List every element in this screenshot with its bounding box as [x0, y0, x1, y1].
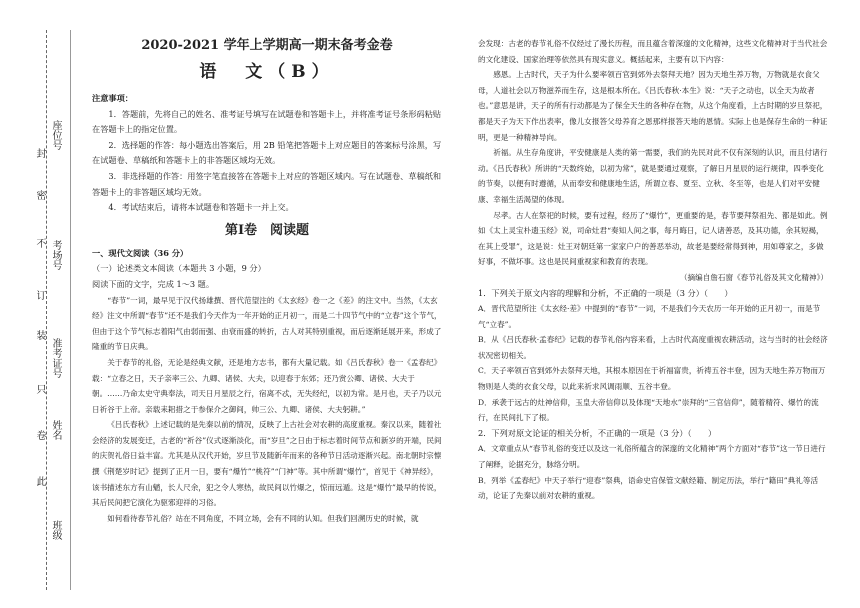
- zhi-char: 只: [34, 384, 45, 394]
- option: C．天子率领百官到郊外去祭拜天地，其根本原因在于祈福富贵，祈祷五谷丰登，因为天地生养万物而万物则是人类的衣食父母，以此来祈求风调雨顺、五谷丰登。: [478, 366, 826, 392]
- option: A．文章重点从“春节礼俗的变迁以及这一礼俗所蕴含的深邃的文化精神”两个方面对“春节”这一节日进行了阐释，论据充分，脉络分明。: [478, 444, 826, 470]
- ding-char: 订: [34, 290, 45, 300]
- margin-line: [70, 30, 71, 590]
- admit-number-label: 准考证号: [50, 338, 61, 378]
- right-column: [478, 36, 828, 504]
- ci-char: 此: [34, 476, 45, 486]
- juan-char: 卷: [34, 430, 45, 440]
- note-item: 2．选择题的作答：每小题选出答案后，用 2B 铅笔把答题卡上对应题目的答案标号涂黑，写在试题卷、草稿纸和答题卡上的非答题区域均无效。: [92, 139, 442, 166]
- bu-char: 不: [34, 238, 45, 248]
- subject-title: 语 文（B）: [199, 62, 335, 82]
- passage-paragraph: “春节”一词，最早见于汉代扬雄撰、晋代范望注的《太玄经》卷一之《差》的注文中。当然，《太玄经》注文中所谓“春节”还不是我们今天作为一年开始的正月初一，而是二十四节气中的“立春”这个节气，但由于这个节气标志着阳气由弱而强、由衰而盛的转折，古人对其特别重视，而后逐渐延展开来，形成了隆重的节日庆典。: [92, 295, 442, 352]
- option: A．晋代范望所注《太玄经·差》中提到的“春节”一词，不是我们今天农历一年开始的正月初一，而是节气“立春”。: [478, 304, 821, 329]
- passage-paragraph: 感恩。上古时代，天子为什么要率领百官到郊外去祭拜天地？因为天地生养万物，万物就是衣食父母，人道社会以万物滋养而生存，这是根本所在。《吕氏春秋·本生》说：“天子之动也，以全天为故者也。”意思是讲，天子的所有行动都是为了保全天生的各种存在物，从这个角度看，上古时期的岁旦祭祀，都是天子为天下作出表率，像儿女报答父母养育之恩那样报答天地的恩情。实际上也是保存生命的一种证明，更是一种精神导向。: [478, 70, 828, 142]
- seal-char: 封: [34, 148, 45, 158]
- subpart-heading: （一）论述类文本阅读（本题共 3 小题，9 分）: [92, 263, 266, 274]
- note-item: 4．考试结束后，请将本试题卷和答题卡一并上交。: [108, 202, 294, 213]
- option: B．列举《孟春纪》中天子举行“迎春”祭典，语命史官保管文献经籍、制定历法，举行“籍田”典礼等活动，论证了先秦以前对农耕的重视。: [478, 475, 819, 501]
- passage-paragraph: 尽孝。古人在祭祀的时候，要有过程，经历了“爆竹”，更重要的是，春节要拜祭祖先、都是如此。例如《太上灵宝朴遗玉经》说，司命灶君“奏知人间之事，每月晦日，记人诸善恶，及其功德，余其短褐，在其上受罪”，这是说：灶王对朝廷第一家家户户的善恶举动，故老是要经常得到神，用如尊家之，多做好事，不做坏事。这也是民间重视家和教育的表现。: [478, 210, 828, 267]
- exam-room-label: 考场号: [50, 240, 61, 270]
- notes-title: 注意事项：: [92, 93, 133, 103]
- seat-label: 座位号: [50, 120, 61, 150]
- question-2: 2．下列对原文论证的相关分析，不正确的一项是（3 分）（ ）: [478, 427, 717, 438]
- section-title: 第Ⅰ卷 阅读题: [224, 222, 310, 238]
- passage-paragraph: 会发现：古老的春节礼俗不仅经过了漫长历程，而且蕴含着深邃的文化精神，这些文化精神对于当代社会的文化建设、国家治理等依然具有现实意义。概括起来，主要有以下内容：: [478, 39, 828, 64]
- zhuang-char: 装: [34, 330, 45, 340]
- passage-paragraph: 祈福。从生存角度讲，平安健康是人类的第一需要，我们的先民对此不仅有深刻的认识，而且付诸行动。《吕氏春秋》所讲的“天数终始，以初为常”，就是要通过观察，了解日月星辰的运行规律，四季变化的节奏，以便有时遵循，从而奉安和健康地生活，所谓立春、夏至、立秋、冬至等，也是人们对平安健康、幸福生活渴望的体现。: [478, 148, 828, 204]
- name-label: 姓名: [50, 420, 61, 440]
- seal-line: [46, 30, 47, 590]
- left-column: [92, 36, 442, 526]
- passage-paragraph: 如何看待春节礼俗？站在不同角度，不同立场，会有不同的认知。但我们回溯历史的时候，就: [107, 513, 419, 523]
- passage-paragraph: 《吕氏春秋》上述记载的是先秦以前的情况，反映了上古社会对农耕的高度重视。秦汉以来，随着社会经济的发展变迁，古老的“祈谷”仪式逐渐淡化，而“岁旦”之日由于标志着时间节点和新岁的开端，民间的庆贺礼俗日益丰富。尤其是从汉代开始，岁旦节及随新年而来的各种节日活动逐渐兴起。南北朝时宗懔撰《荆楚岁时记》提到了正月一日，要有“爆竹”“桃符”“门神”等。其中所谓“爆竹”，首见于《神异经》，该书描述东方有山魈，长人尺余，犯之令人寒热，故民间以竹爆之，惊而远遁。这是“爆竹”最早的传说，其后民间把它演化为驱邪迎祥的习俗。: [92, 420, 442, 508]
- part-heading: 一、现代文阅读（36 分）: [92, 247, 189, 258]
- class-label: 班级: [50, 520, 61, 540]
- passage-paragraph: 关于春节的礼俗，无论是经典文献，还是地方志书，都有大量记载。如《吕氏春秋》卷一《孟春纪》载：“立春之日，天子亲率三公、九卿、诸侯、大夫，以迎春于东郊；还乃赏公卿、诸侯、大夫于朝。……乃命太史守典奉法，司天日月星辰之行，宿离不忒，无失经纪，以初为常。是月也，天子乃以元日祈谷于上帝。亲载耒耜措之于参保介之御间，帅三公、九卿、诸侯、大夫躬耕。”: [92, 357, 442, 414]
- option: B．从《吕氏春秋·孟春纪》记载的春节礼俗内容来看，上古时代高度重视农耕活动，这与当时的社会经济状况密切相关。: [478, 335, 828, 360]
- binding-margin: [0, 0, 78, 608]
- source-note: （摘编自詹石窗《春节礼俗及其文化精神》）: [679, 272, 828, 282]
- mi-char: 密: [34, 190, 45, 200]
- exam-header: 2020-2021 学年上学期高一期末备考金卷: [141, 38, 393, 53]
- note-item: 3．非选择题的作答：用签字笔直接答在答题卡上对应的答题区域内。写在试题卷、草稿纸和答题卡上的非答题区域均无效。: [92, 170, 442, 197]
- instruction: 阅读下面的文字，完成 1～3 题。: [92, 278, 215, 289]
- option: D．承袭于远古的灶神信仰，玉皇大帝信仰以及体现“天地水”崇拜的“三官信仰”，随着精符、爆竹的流行，在民间扎下了根。: [478, 397, 819, 423]
- question-1: 1．下列关于原文内容的理解和分析，不正确的一项是（3 分）（ ）: [478, 287, 733, 298]
- note-item: 1．答题前，先将自己的姓名、准考证号填写在试题卷和答题卡上，并将准考证号条形码粘贴在答题卡上的指定位置。: [92, 108, 442, 135]
